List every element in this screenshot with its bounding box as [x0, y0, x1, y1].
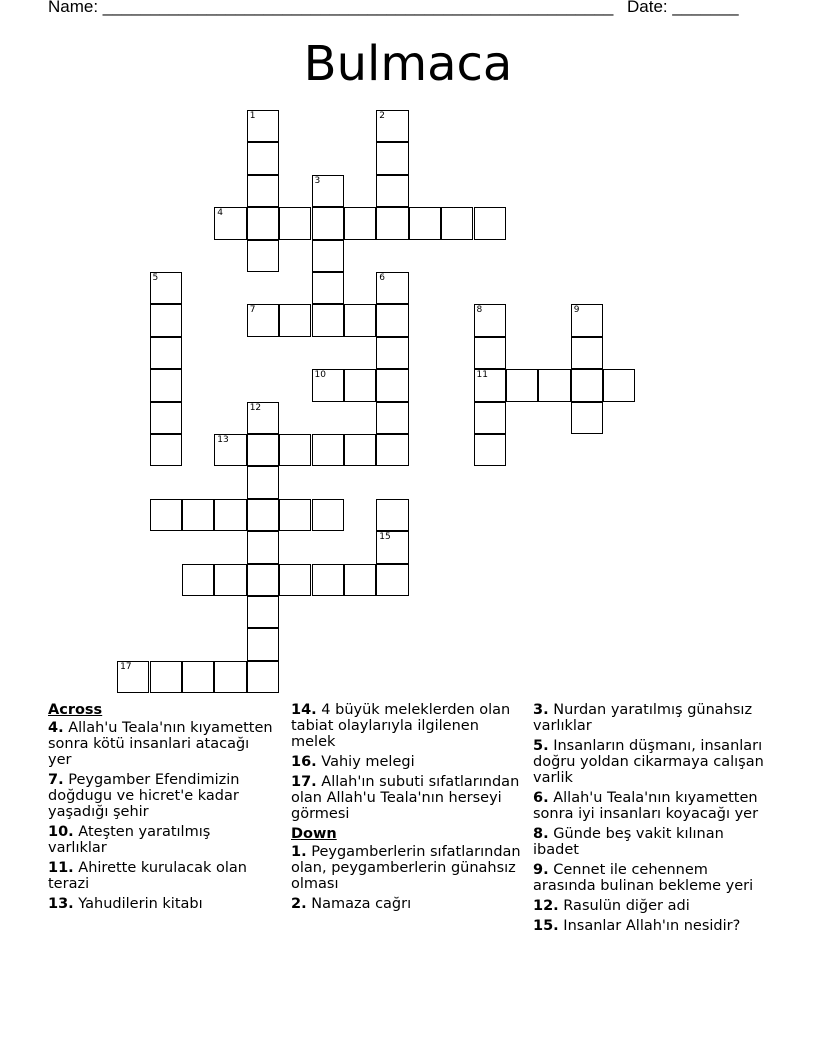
- clue-text: Nurdan yaratılmış günahsız varlıklar: [533, 702, 753, 734]
- grid-cell[interactable]: [214, 564, 246, 596]
- grid-cell[interactable]: [214, 434, 246, 466]
- clue-down-9: [533, 862, 768, 894]
- grid-cell[interactable]: [247, 207, 279, 239]
- clue-number: 14.: [291, 702, 317, 718]
- clue-text: Allah'u Teala'nın kıyametten sonra kötü insanlari atacağı yer: [48, 720, 273, 768]
- clue-text: Günde beş vakit kılınan ibadet: [533, 826, 724, 858]
- clue-down-12: [533, 898, 768, 914]
- clue-text: Insanların düşmanı, insanları doğru yoldan cikarmaya calışan varlik: [533, 738, 764, 786]
- grid-cell[interactable]: [150, 434, 182, 466]
- cell-number: 13: [217, 435, 229, 445]
- grid-cell[interactable]: [571, 337, 603, 369]
- clue-number: 10.: [48, 824, 74, 840]
- clue-number: 4.: [48, 720, 64, 736]
- grid-cell[interactable]: [344, 434, 376, 466]
- grid-cell[interactable]: [247, 661, 279, 693]
- clue-number: 13.: [48, 896, 74, 912]
- grid-cell[interactable]: [247, 304, 279, 336]
- grid-cell[interactable]: [117, 661, 149, 693]
- grid-cell[interactable]: [571, 304, 603, 336]
- grid-cell[interactable]: [344, 207, 376, 239]
- clue-number: 2.: [291, 896, 307, 912]
- grid-cell[interactable]: [247, 175, 279, 207]
- clue-text: Peygamberlerin sıfatlarından olan, peygamberlerin günahsız olması: [291, 844, 521, 892]
- clue-text: Yahudilerin kitabı: [78, 896, 203, 912]
- clues-column-1: [48, 702, 273, 916]
- grid-cell[interactable]: [182, 499, 214, 531]
- clue-across-16: [291, 754, 521, 770]
- clue-number: 9.: [533, 862, 549, 878]
- grid-cell[interactable]: [506, 369, 538, 401]
- clue-text: Namaza cağrı: [311, 896, 412, 912]
- clue-text: Cennet ile cehennem arasında bulinan bekleme yeri: [533, 862, 754, 894]
- grid-cell[interactable]: [571, 369, 603, 401]
- cell-number: 6: [379, 273, 386, 283]
- grid-cell[interactable]: [247, 434, 279, 466]
- grid-cell[interactable]: [247, 628, 279, 660]
- clue-number: 16.: [291, 754, 317, 770]
- clue-number: 8.: [533, 826, 549, 842]
- clue-text: Allah'u Teala'nın kıyametten sonra iyi insanları koyacağı yer: [533, 790, 759, 822]
- grid-cell[interactable]: [312, 272, 344, 304]
- grid-cell[interactable]: [376, 402, 408, 434]
- grid-cell[interactable]: [247, 466, 279, 498]
- clue-number: 5.: [533, 738, 549, 754]
- page-title: Bulmaca: [303, 36, 513, 92]
- down-heading: Down: [291, 826, 337, 842]
- clue-down-15: [533, 918, 768, 934]
- clue-down-6: [533, 790, 768, 822]
- grid-cell[interactable]: [571, 402, 603, 434]
- grid-cell[interactable]: [279, 499, 311, 531]
- clue-across-11: [48, 860, 273, 892]
- grid-cell[interactable]: [247, 402, 279, 434]
- cell-number: 12: [249, 402, 262, 413]
- grid-cell[interactable]: [376, 531, 408, 563]
- grid-cell[interactable]: [344, 369, 376, 401]
- grid-cell[interactable]: [150, 499, 182, 531]
- across-heading: Across: [48, 702, 103, 718]
- grid-cell[interactable]: [247, 240, 279, 272]
- cell-number: 15: [379, 532, 391, 543]
- clue-number: 15.: [533, 918, 559, 934]
- grid-cell[interactable]: [376, 272, 408, 304]
- grid-cell[interactable]: [474, 337, 506, 369]
- grid-cell[interactable]: [376, 564, 408, 596]
- clue-text: 4 büyük meleklerden olan tabiat olaylarıyla ilgilenen melek: [291, 702, 511, 750]
- grid-cell[interactable]: [150, 661, 182, 693]
- grid-cell[interactable]: [603, 369, 635, 401]
- date-field-label: Date: _______: [627, 0, 739, 16]
- grid-cell[interactable]: [182, 661, 214, 693]
- grid-cell[interactable]: [279, 207, 311, 239]
- clue-number: 7.: [48, 772, 64, 788]
- grid-cell[interactable]: [376, 142, 408, 174]
- grid-cell[interactable]: [376, 207, 408, 239]
- clue-number: 1.: [291, 844, 307, 860]
- grid-cell[interactable]: [344, 304, 376, 336]
- clue-text: Vahiy melegi: [321, 754, 415, 770]
- clue-across-4: [48, 720, 273, 768]
- cell-number: 4: [217, 208, 224, 219]
- cell-number: 17: [120, 661, 132, 672]
- grid-cell[interactable]: [312, 499, 344, 531]
- grid-cell[interactable]: [376, 434, 408, 466]
- grid-cell[interactable]: [376, 369, 408, 401]
- cell-number: 9: [573, 305, 580, 316]
- clue-number: 17.: [291, 774, 317, 790]
- clues-column-3: [533, 702, 768, 938]
- grid-cell[interactable]: [344, 564, 376, 596]
- cell-number: 11: [476, 370, 488, 381]
- grid-cell[interactable]: [376, 110, 408, 142]
- grid-cell[interactable]: [279, 304, 311, 336]
- grid-cell[interactable]: [474, 434, 506, 466]
- grid-cell[interactable]: [312, 207, 344, 239]
- grid-cell[interactable]: [247, 596, 279, 628]
- grid-cell[interactable]: [182, 564, 214, 596]
- grid-cell[interactable]: [247, 564, 279, 596]
- grid-cell[interactable]: [312, 304, 344, 336]
- grid-cell[interactable]: [150, 272, 182, 304]
- clue-text: Insanlar Allah'ın nesidir?: [563, 918, 741, 934]
- clue-down-1: [291, 844, 521, 892]
- grid-cell[interactable]: [279, 434, 311, 466]
- grid-cell[interactable]: [214, 661, 246, 693]
- grid-cell[interactable]: [376, 175, 408, 207]
- grid-cell[interactable]: [474, 369, 506, 401]
- grid-cell[interactable]: [312, 175, 344, 207]
- grid-cell[interactable]: [376, 499, 408, 531]
- clue-across-14: [291, 702, 521, 750]
- grid-cell[interactable]: [247, 110, 279, 142]
- clue-across-17: [291, 774, 521, 822]
- grid-cell[interactable]: [150, 369, 182, 401]
- clue-text: Ateşten yaratılmış varlıklar: [48, 824, 211, 856]
- clue-number: 6.: [533, 790, 549, 806]
- clue-down-2: [291, 896, 521, 912]
- grid-cell[interactable]: [376, 337, 408, 369]
- cell-number: 5: [152, 273, 159, 283]
- cell-number: 8: [476, 305, 483, 316]
- clue-across-10: [48, 824, 273, 856]
- name-field-label: Name: ______________________________________________________: [48, 0, 614, 16]
- cell-number: 10: [314, 370, 326, 381]
- grid-cell[interactable]: [247, 531, 279, 563]
- grid-cell[interactable]: [312, 564, 344, 596]
- cell-number: 2: [379, 111, 386, 121]
- grid-cell[interactable]: [214, 207, 246, 239]
- grid-cell[interactable]: [474, 304, 506, 336]
- cell-number: 3: [314, 175, 321, 186]
- grid-cell[interactable]: [214, 499, 246, 531]
- grid-cell[interactable]: [312, 369, 344, 401]
- clues-column-2: [291, 702, 521, 916]
- clue-down-3: [533, 702, 768, 734]
- grid-cell[interactable]: [150, 337, 182, 369]
- clue-number: 12.: [533, 898, 559, 914]
- grid-cell[interactable]: [474, 402, 506, 434]
- clue-text: Allah'ın subuti sıfatlarından olan Allah'u Teala'nın herseyi görmesi: [291, 774, 520, 822]
- grid-cell[interactable]: [441, 207, 473, 239]
- grid-cell[interactable]: [474, 207, 506, 239]
- grid-cell[interactable]: [312, 434, 344, 466]
- grid-cell[interactable]: [409, 207, 441, 239]
- clue-text: Ahirette kurulacak olan terazi: [48, 860, 247, 892]
- grid-cell[interactable]: [538, 369, 570, 401]
- grid-cell[interactable]: [376, 304, 408, 336]
- clue-text: Peygamber Efendimizin doğdugu ve hicret'e kadar yaşadığı şehir: [48, 772, 240, 820]
- grid-cell[interactable]: [150, 402, 182, 434]
- cell-number: 7: [249, 305, 256, 316]
- clue-across-7: [48, 772, 273, 820]
- clue-number: 3.: [533, 702, 549, 718]
- grid-cell[interactable]: [247, 142, 279, 174]
- cell-number: 1: [249, 111, 256, 121]
- clue-down-5: [533, 738, 768, 786]
- grid-cell[interactable]: [312, 240, 344, 272]
- clue-text: Rasulün diğer adi: [563, 898, 690, 914]
- grid-cell[interactable]: [150, 304, 182, 336]
- clue-number: 11.: [48, 860, 74, 876]
- grid-cell[interactable]: [279, 564, 311, 596]
- grid-cell[interactable]: [247, 499, 279, 531]
- clue-down-8: [533, 826, 768, 858]
- clue-across-13: [48, 896, 273, 912]
